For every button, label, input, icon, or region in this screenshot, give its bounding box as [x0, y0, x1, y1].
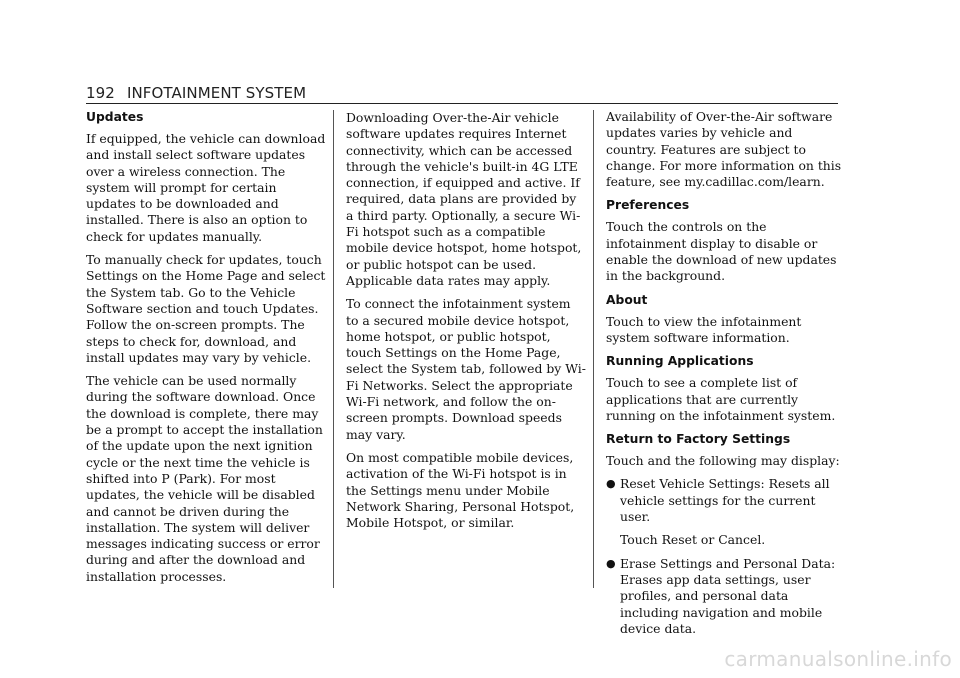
paragraph: Touch to see a complete list of applications that are currently running on the infotainment system.: [606, 375, 836, 423]
heading-return-to-factory-settings: Return to Factory Settings: [606, 432, 791, 447]
bullet-icon: ●: [606, 477, 616, 491]
list-item-text: Erase Settings and Personal Data: Erases app data settings, user profiles, and personal data including navigation and mobile device data.: [620, 555, 836, 636]
heading-preferences: Preferences: [606, 198, 690, 213]
paragraph: On most compatible mobile devices, activation of the Wi-Fi hotspot is in the Settings menu under Mobile Network Sharing, Personal Hotspot, Mobile Hotspot, or similar.: [346, 449, 575, 531]
column-divider: [593, 110, 594, 588]
paragraph: If equipped, the vehicle can download and install select software updates over a wireless connection. The system will prompt for certain updates to be downloaded and installed. There is also an option to check for updates manually.: [86, 131, 326, 244]
page-number: 192: [86, 84, 115, 102]
page-header: [86, 84, 306, 102]
watermark: carmanualsonline.info: [724, 647, 952, 671]
paragraph: Touch to view the infotainment system software information.: [606, 313, 802, 345]
paragraph: Touch the controls on the infotainment display to disable or enable the download of new updates in the background.: [606, 219, 837, 284]
section-title: INFOTAINMENT SYSTEM: [126, 84, 307, 102]
paragraph: Touch and the following may display:: [606, 453, 840, 469]
paragraph: The vehicle can be used normally during the software download. Once the download is complete, there may be a prompt to accept the installation of the update upon the next ignition cycle or the next time the vehicle is shifted into P (Park). For most updates, the vehicle will be disabled and cannot be driven during the installation. The system will deliver messages indicating success or error during and after the download and installation processes.: [86, 373, 323, 584]
column-3: [606, 109, 846, 644]
heading-updates: Updates: [86, 110, 144, 124]
header-rule: [86, 103, 838, 104]
sub-paragraph: Touch Reset or Cancel.: [620, 532, 766, 548]
heading-about: About: [606, 292, 648, 307]
column-divider: [333, 110, 334, 588]
paragraph: To connect the infotainment system to a secured mobile device hotspot, home hotspot, or public hotspot, touch Settings on the Home Page, select the System tab, followed by Wi-Fi Networks. Select the appropriate Wi-Fi network, and follow the on-screen prompts. Download speeds may vary.: [346, 296, 586, 442]
paragraph: Downloading Over-the-Air vehicle software updates requires Internet connectivity, which can be accessed through the vehicle's built-in 4G LTE connection, if equipped and active. If required, data plans are provided by a third party. Optionally, a secure Wi-Fi hotspot such as a compatible mobile device hotspot, home hotspot, or public hotspot can be used. Applicable data rates may apply.: [346, 110, 582, 288]
list-item-text: Reset Vehicle Settings: Resets all vehicle settings for the current user.: [620, 476, 830, 525]
column-2: [346, 110, 586, 538]
paragraph: To manually check for updates, touch Settings on the Home Page and select the System tab. Go to the Vehicle Software section and touch Updates. Follow the on-screen prompts. The steps to check for, download, and install updates may vary by vehicle.: [86, 252, 326, 365]
heading-running-applications: Running Applications: [606, 354, 754, 369]
column-1: [86, 109, 326, 592]
list-item: [606, 556, 846, 637]
paragraph: Availability of Over-the-Air software updates varies by vehicle and country. Features are subject to change. For more information on this feature, see my.cadillac.com/learn.: [606, 109, 842, 190]
list-item: [606, 476, 846, 525]
bullet-icon: ●: [606, 556, 616, 570]
